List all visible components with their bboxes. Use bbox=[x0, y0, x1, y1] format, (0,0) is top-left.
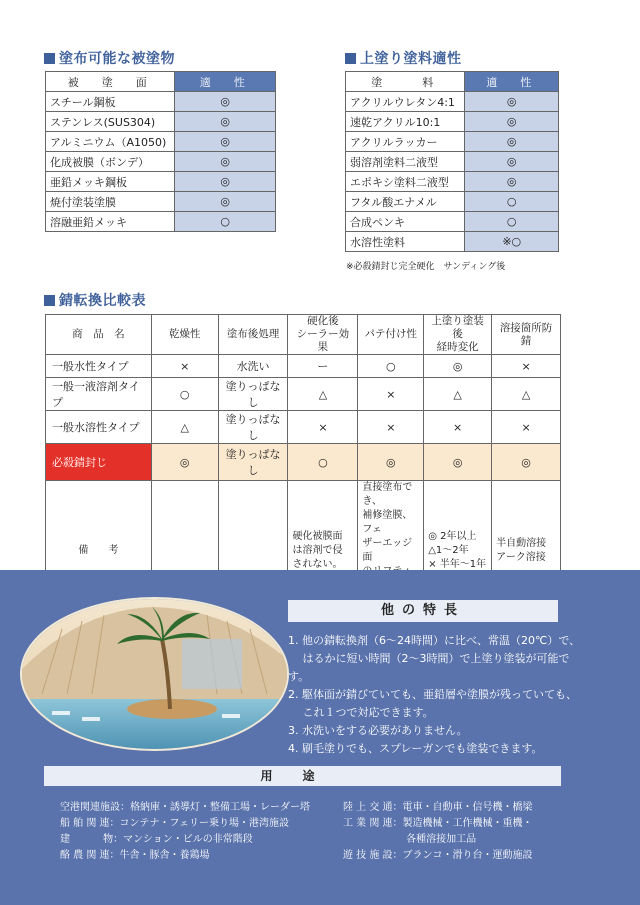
square-bullet-icon bbox=[44, 53, 55, 64]
section2-title: 上塗り塗料適性 bbox=[345, 48, 462, 68]
table-row bbox=[46, 444, 561, 481]
use-item: 船 舶 関 連：コンテナ・フェリー乗り場・港湾施設 bbox=[60, 818, 290, 829]
feature-item: 4. 刷毛塗りでも、スプレーガンでも塗装できます。 bbox=[288, 742, 543, 755]
table-row bbox=[46, 152, 276, 172]
header-cell: 被 塗 面 bbox=[46, 72, 175, 92]
remarks-label: 備 考 bbox=[46, 481, 152, 622]
rating-cell: × bbox=[492, 411, 561, 444]
other-features-list bbox=[288, 632, 588, 758]
rating-cell: △ bbox=[151, 411, 218, 444]
header-row bbox=[346, 72, 559, 92]
row-label: フタル酸エナメル bbox=[346, 192, 465, 212]
table-row bbox=[46, 132, 276, 152]
suitability-mark: ○ bbox=[465, 192, 559, 212]
table-row bbox=[46, 411, 561, 444]
table-row bbox=[346, 232, 559, 252]
rating-cell: 塗りっぱなし bbox=[218, 444, 288, 481]
header-cell: 商 品 名 bbox=[46, 315, 152, 355]
other-features-title: 他の特長 bbox=[288, 600, 558, 622]
rating-cell: × bbox=[288, 411, 358, 444]
rating-cell: 塗りっぱなし bbox=[218, 411, 288, 444]
table-row bbox=[346, 212, 559, 232]
suitability-mark: ○ bbox=[175, 212, 276, 232]
row-label: 化成被膜（ボンデ） bbox=[46, 152, 175, 172]
square-bullet-icon bbox=[345, 53, 356, 64]
feature-item: 2. 駆体面が錆びていても、亜鉛層や塗膜が残っていても、 bbox=[288, 688, 577, 701]
product-name: 必殺錆封じ bbox=[46, 444, 152, 481]
use-item: 遊 技 施 設：ブランコ・滑り台・運動施設 bbox=[343, 850, 533, 861]
use-item: 空港関連施設：格納庫・誘導灯・整備工場・レーダー塔 bbox=[60, 802, 310, 813]
remarks-cell: 直接塗布でき、 補修塗膜、フェ ザーエッジ面 bbox=[358, 481, 424, 622]
table-row bbox=[346, 132, 559, 152]
remarks-cell: 半自動溶接 アーク溶接 bbox=[492, 481, 561, 622]
use-item: 陸 上 交 通：電車・自動車・信号機・橋梁 bbox=[343, 802, 533, 813]
table-row bbox=[46, 112, 276, 132]
header-cell: 適 性 bbox=[175, 72, 276, 92]
suitability-mark: ◎ bbox=[465, 112, 559, 132]
feature-item: これ１つで対応できます。 bbox=[288, 706, 434, 719]
rating-cell: × bbox=[151, 355, 218, 378]
row-label: 水溶性塗料 bbox=[346, 232, 465, 252]
header-cell: パテ付け性 bbox=[358, 315, 424, 355]
table-row bbox=[346, 192, 559, 212]
suitability-mark: ◎ bbox=[175, 172, 276, 192]
rating-cell: × bbox=[424, 411, 492, 444]
suitability-mark: ※○ bbox=[465, 232, 559, 252]
remarks-cell: 硬化被膜面 は溶剤で侵 されない。 bbox=[288, 481, 358, 622]
product-name: 一般水溶性タイプ bbox=[46, 411, 152, 444]
row-label: 焼付塗装塗膜 bbox=[46, 192, 175, 212]
palm-resort-image bbox=[22, 599, 287, 749]
section3-title: 錆転換比較表 bbox=[44, 290, 146, 310]
table-row bbox=[46, 92, 276, 112]
use-item: 工 業 関 連：製造機械・工作機械・重機・ bbox=[343, 818, 533, 829]
row-label: エポキシ塗料二液型 bbox=[346, 172, 465, 192]
product-name: 一般一液溶剤タイプ bbox=[46, 378, 152, 411]
suitability-mark: ◎ bbox=[175, 152, 276, 172]
table-row bbox=[46, 378, 561, 411]
topcoat-table bbox=[345, 71, 559, 252]
table-row bbox=[346, 152, 559, 172]
use-item: 各種溶接加工品 bbox=[343, 834, 477, 845]
rating-cell: ○ bbox=[288, 444, 358, 481]
rating-cell: ◎ bbox=[151, 444, 218, 481]
rating-cell: ◎ bbox=[424, 355, 492, 378]
suitability-mark: ◎ bbox=[175, 112, 276, 132]
rating-cell: ◎ bbox=[358, 444, 424, 481]
rating-cell: ○ bbox=[358, 355, 424, 378]
rating-cell: × bbox=[492, 355, 561, 378]
row-label: アクリルウレタン4:1 bbox=[346, 92, 465, 112]
rating-cell: × bbox=[358, 378, 424, 411]
table-row bbox=[346, 112, 559, 132]
substrate-table bbox=[45, 71, 276, 232]
uses-left-list bbox=[60, 800, 310, 864]
rating-cell: ◎ bbox=[492, 444, 561, 481]
row-label: スチール鋼板 bbox=[46, 92, 175, 112]
row-label: ステンレス(SUS304) bbox=[46, 112, 175, 132]
use-item: 建 物：マンション・ビルの非常階段 bbox=[60, 834, 253, 845]
header-cell: 塗布後処理 bbox=[218, 315, 288, 355]
suitability-mark: ◎ bbox=[175, 192, 276, 212]
header-cell: 硬化後 シーラー効果 bbox=[288, 315, 358, 355]
remarks-cell: ◎ 2年以上 △1～2年 × 半年～1年 bbox=[424, 481, 492, 622]
header-row bbox=[46, 315, 561, 355]
suitability-mark: ◎ bbox=[465, 152, 559, 172]
row-label: 溶融亜鉛メッキ bbox=[46, 212, 175, 232]
table-row bbox=[46, 192, 276, 212]
rating-cell: △ bbox=[288, 378, 358, 411]
table-row bbox=[46, 355, 561, 378]
uses-title: 用途 bbox=[44, 766, 561, 786]
rating-cell: △ bbox=[492, 378, 561, 411]
row-label: 亜鉛メッキ鋼板 bbox=[46, 172, 175, 192]
suitability-mark: ◎ bbox=[465, 172, 559, 192]
table-row bbox=[46, 172, 276, 192]
row-label: 速乾アクリル10:1 bbox=[346, 112, 465, 132]
header-cell: 適 性 bbox=[465, 72, 559, 92]
rating-cell: △ bbox=[424, 378, 492, 411]
square-bullet-icon bbox=[44, 295, 55, 306]
header-row bbox=[46, 72, 276, 92]
suitability-mark: ◎ bbox=[465, 132, 559, 152]
row-label: 弱溶剤塗料二液型 bbox=[346, 152, 465, 172]
rating-cell: 塗りっぱなし bbox=[218, 378, 288, 411]
resort-photo bbox=[20, 597, 289, 751]
suitability-mark: ○ bbox=[465, 212, 559, 232]
rating-cell: ー bbox=[288, 355, 358, 378]
section1-title: 塗布可能な被塗物 bbox=[44, 48, 175, 68]
header-cell: 溶接箇所防錆 bbox=[492, 315, 561, 355]
table-row bbox=[346, 92, 559, 112]
topcoat-note: ※必殺錆封じ完全硬化 サンディング後 bbox=[346, 262, 506, 272]
table-row bbox=[46, 212, 276, 232]
rating-cell: ◎ bbox=[424, 444, 492, 481]
use-item: 酪 農 関 連：牛舎・豚舎・養鶏場 bbox=[60, 850, 210, 861]
row-label: アルミニウム（A1050) bbox=[46, 132, 175, 152]
feature-item: はるかに短い時間（2～3時間）で上塗り塗装が可能です。 bbox=[288, 652, 570, 683]
header-cell: 乾燥性 bbox=[151, 315, 218, 355]
rating-cell: 水洗い bbox=[218, 355, 288, 378]
feature-item: 1. 他の錆転換剤（6～24時間）に比べ、常温（20℃）で、 bbox=[288, 634, 581, 647]
suitability-mark: ◎ bbox=[175, 132, 276, 152]
header-cell: 上塗り塗装後 経時変化 bbox=[424, 315, 492, 355]
suitability-mark: ◎ bbox=[465, 92, 559, 112]
rating-cell: × bbox=[358, 411, 424, 444]
rating-cell: ○ bbox=[151, 378, 218, 411]
table-row bbox=[346, 172, 559, 192]
product-name: 一般水性タイプ bbox=[46, 355, 152, 378]
feature-item: 3. 水洗いをする必要がありません。 bbox=[288, 724, 468, 737]
row-label: アクリルラッカー bbox=[346, 132, 465, 152]
row-label: 合成ペンキ bbox=[346, 212, 465, 232]
header-cell: 塗 料 bbox=[346, 72, 465, 92]
uses-right-list bbox=[343, 800, 533, 864]
suitability-mark: ◎ bbox=[175, 92, 276, 112]
